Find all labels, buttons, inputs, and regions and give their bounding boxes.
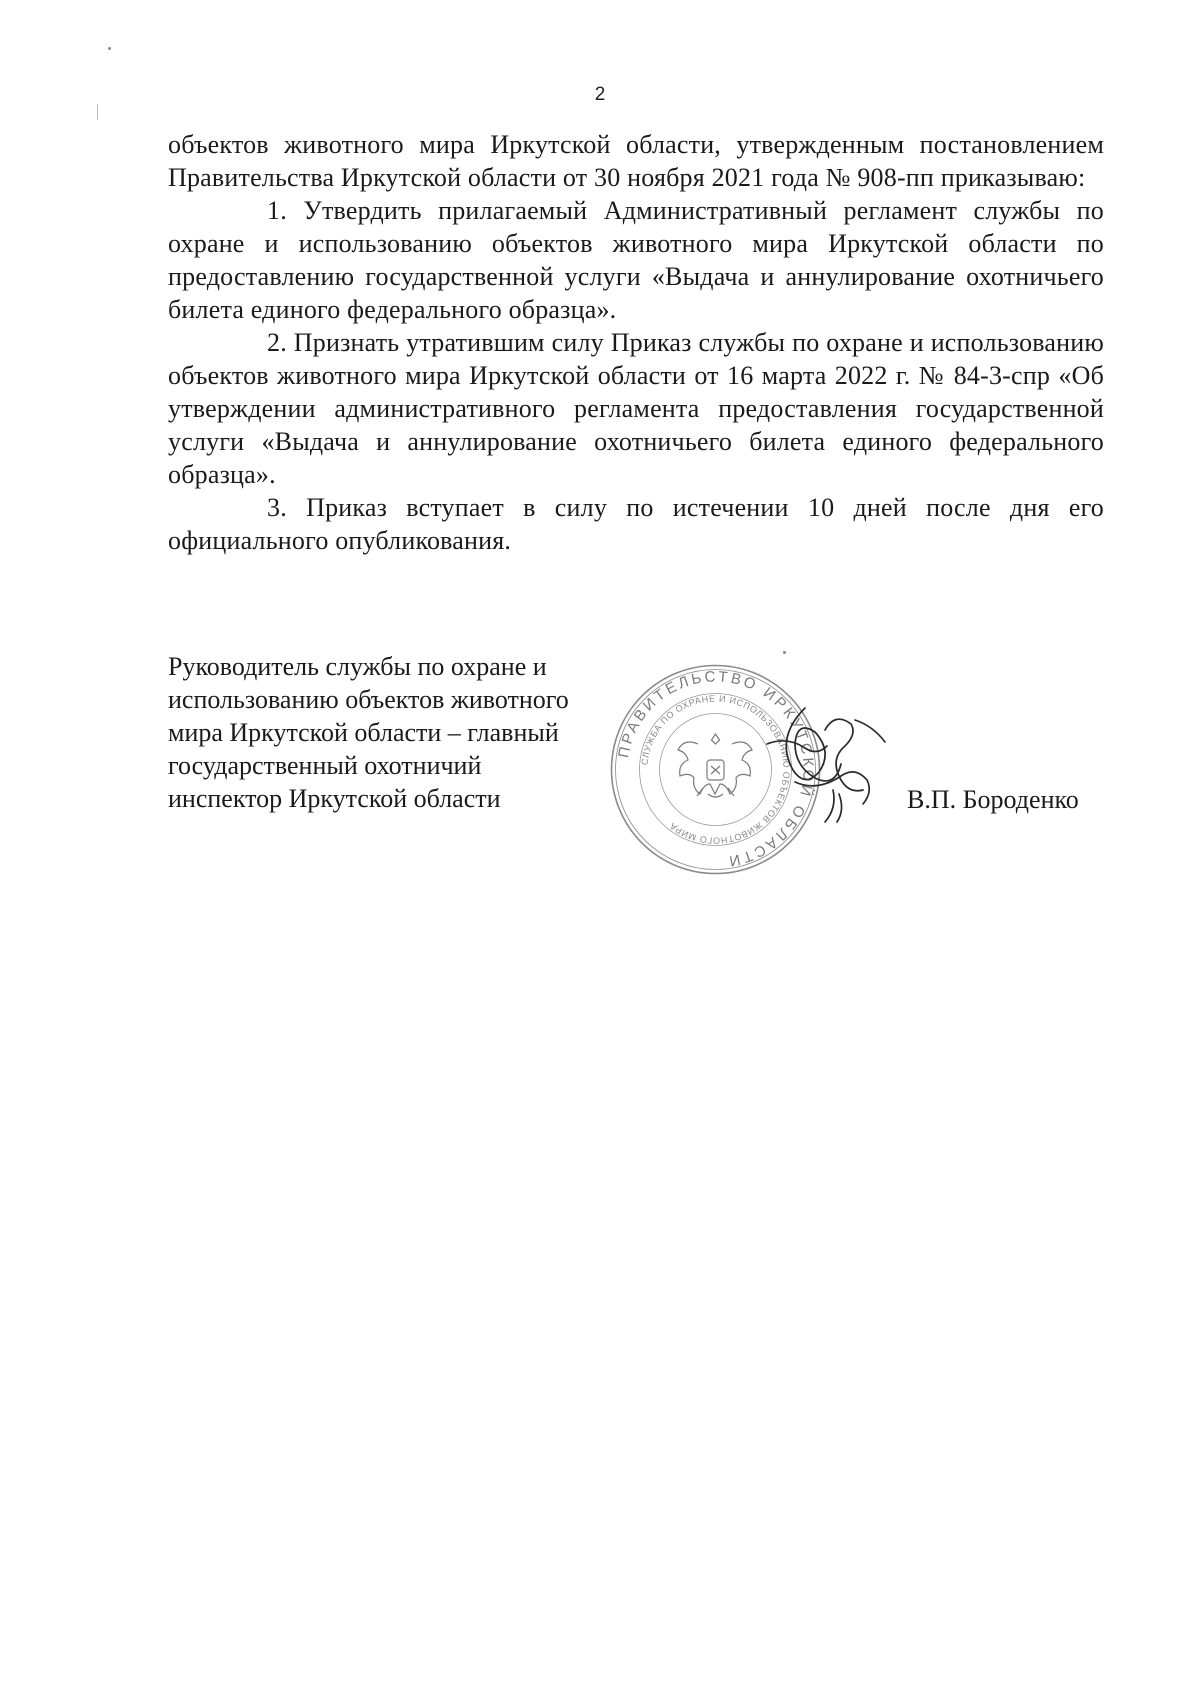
seal-inner-text: СЛУЖБА ПО ОХРАНЕ И ИСПОЛЬЗОВАНИЮ ОБЪЕКТОВ ЖИВОТНОГО МИРА (639, 693, 792, 846)
paragraph-item-2: 2. Признать утратившим силу Приказ службы по охране и использованию объектов животного мира Иркутской области от 16 марта 2022 г. № 84-3-спр «Об утверждении административного регламента предоставления государственной услуги «Выдача и аннулирование охотничьего билета единого федерального образца». (168, 328, 1104, 489)
handwritten-signature (745, 690, 895, 840)
seal-outer-text: ПРАВИТЕЛЬСТВО ИРКУТСКОЙ ОБЛАСТИ (615, 668, 817, 870)
scan-artifact-dot (783, 651, 786, 654)
signatory-position-line: инспектор Иркутской области (168, 784, 501, 813)
scan-artifact-dot (108, 47, 111, 50)
paragraph-item-1: 1. Утвердить прилагаемый Административный регламент службы по охране и использованию объектов животного мира Иркутской области по предоставлению государственной услуги «Выдача и аннулирование охотничьего билета единого федерального образца». (168, 196, 1104, 324)
signatory-position-line: использованию объектов животного (168, 685, 569, 714)
signatory-position-line: государственный охотничий (168, 751, 482, 780)
signatory-position (168, 650, 608, 815)
paragraph-intro: объектов животного мира Иркутской области, утвержденным постановлением Правительства Иркутской области от 30 ноября 2021 года № 908-пп приказываю: (168, 130, 1104, 192)
paragraph-item-3: 3. Приказ вступает в силу по истечении 10 дней после дня его официального опубликования. (168, 493, 1104, 555)
scan-artifact-line (97, 104, 98, 120)
signatory-position-line: Руководитель службы по охране и (168, 652, 547, 681)
signatory-position-line: мира Иркутской области – главный (168, 718, 559, 747)
signer-name: В.П. Бороденко (907, 785, 1079, 814)
page-number: 2 (594, 84, 606, 105)
coat-of-arms-emblem (678, 734, 752, 797)
document-body (168, 128, 1104, 557)
